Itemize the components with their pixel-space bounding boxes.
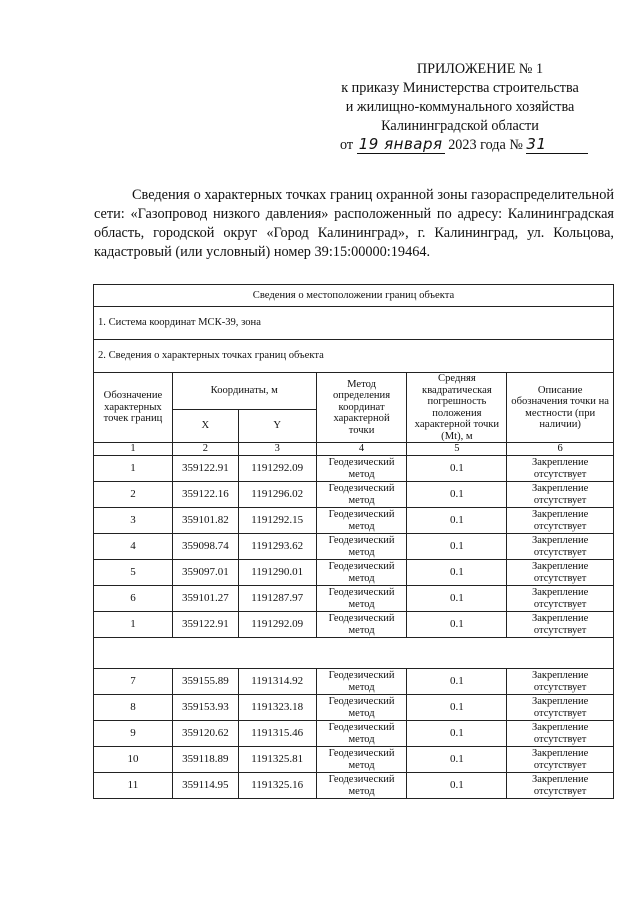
coord-y: 1191325.16 [238,773,316,799]
coord-y: 1191296.02 [238,482,316,508]
from-label: от [340,137,354,153]
coord-x: 359101.82 [172,508,238,534]
error-mt: 0.1 [407,534,507,560]
point-number: 11 [94,773,173,799]
description: Закрепление отсутствует [507,747,614,773]
description: Закрепление отсутствует [507,669,614,695]
order-line-2: и жилищно-коммунального хозяйства [345,99,575,115]
header-description: Описание обозначения точки на местности (при наличии) [507,373,614,443]
table-row [94,669,614,695]
table-row [94,560,614,586]
column-number: 3 [238,443,316,456]
table-caption: Сведения о местоположении границ объекта [94,285,614,307]
order-line-1: к приказу Министерства строительства [341,80,579,96]
point-number: 1 [94,456,173,482]
error-mt: 0.1 [407,612,507,638]
method: Геодезический метод [316,747,407,773]
error-mt: 0.1 [407,560,507,586]
description: Закрепление отсутствует [507,482,614,508]
table-row [94,695,614,721]
header-method: Метод определения координат характерной точки [316,373,407,443]
header-y: Y [238,409,316,442]
point-number: 5 [94,560,173,586]
method: Геодезический метод [316,560,407,586]
table-row [94,508,614,534]
coord-y: 1191292.15 [238,508,316,534]
order-line-3: Калининградской области [381,118,539,134]
error-mt: 0.1 [407,586,507,612]
column-number: 5 [407,443,507,456]
coord-y: 1191325.81 [238,747,316,773]
point-number: 9 [94,721,173,747]
column-number: 1 [94,443,173,456]
error-mt: 0.1 [407,695,507,721]
method: Геодезический метод [316,534,407,560]
description: Закрепление отсутствует [507,508,614,534]
appendix-title: ПРИЛОЖЕНИЕ № 1 [416,61,544,77]
error-mt: 0.1 [407,747,507,773]
point-number: 7 [94,669,173,695]
method: Геодезический метод [316,612,407,638]
header-x: X [172,409,238,442]
description: Закрепление отсутствует [507,456,614,482]
points-section-row: 2. Сведения о характерных точках границ объекта [94,340,614,373]
method: Геодезический метод [316,721,407,747]
table-row [94,612,614,638]
number-signature-field [526,137,588,154]
point-number: 1 [94,612,173,638]
intro-paragraph [94,186,614,262]
description: Закрепление отсутствует [507,560,614,586]
description: Закрепление отсутствует [507,612,614,638]
method: Геодезический метод [316,482,407,508]
coord-x: 359155.89 [172,669,238,695]
point-number: 4 [94,534,173,560]
coord-y: 1191287.97 [238,586,316,612]
point-number: 10 [94,747,173,773]
handwritten-date: 19 января [358,135,443,153]
document-header [300,60,620,155]
coord-x: 359114.95 [172,773,238,799]
coord-y: 1191293.62 [238,534,316,560]
table-row [94,534,614,560]
coord-x: 359101.27 [172,586,238,612]
error-mt: 0.1 [407,669,507,695]
error-mt: 0.1 [407,482,507,508]
coordinate-system-row: 1. Система координат МСК-39, зона [94,307,614,340]
error-mt: 0.1 [407,456,507,482]
description: Закрепление отсутствует [507,721,614,747]
point-number: 8 [94,695,173,721]
table-row [94,721,614,747]
handwritten-number: 31 [526,135,547,153]
coord-x: 359118.89 [172,747,238,773]
coord-y: 1191315.46 [238,721,316,747]
description: Закрепление отсутствует [507,534,614,560]
description: Закрепление отсутствует [507,773,614,799]
coord-y: 1191323.18 [238,695,316,721]
coord-y: 1191292.09 [238,456,316,482]
description: Закрепление отсутствует [507,695,614,721]
group-separator-row [94,638,614,669]
header-error: Средняя квадратическая погрешность положения характерной точки (Mt), м [407,373,507,443]
year-number-label: 2023 года № [448,137,523,153]
table-row [94,456,614,482]
method: Геодезический метод [316,695,407,721]
coord-x: 359122.91 [172,456,238,482]
header-point: Обозначение характерных точек границ [94,373,173,443]
header-coords: Координаты, м [172,373,316,410]
coord-y: 1191292.09 [238,612,316,638]
coord-x: 359122.91 [172,612,238,638]
error-mt: 0.1 [407,721,507,747]
table-row [94,586,614,612]
method: Геодезический метод [316,456,407,482]
method: Геодезический метод [316,669,407,695]
coord-x: 359153.93 [172,695,238,721]
coord-x: 359097.01 [172,560,238,586]
coord-x: 359122.16 [172,482,238,508]
table-row [94,482,614,508]
column-number: 4 [316,443,407,456]
column-number: 6 [507,443,614,456]
table-row [94,747,614,773]
error-mt: 0.1 [407,773,507,799]
group-separator-cell [94,638,614,669]
method: Геодезический метод [316,773,407,799]
coord-y: 1191314.92 [238,669,316,695]
table-row [94,773,614,799]
coord-x: 359120.62 [172,721,238,747]
point-number: 2 [94,482,173,508]
coord-y: 1191290.01 [238,560,316,586]
method: Геодезический метод [316,508,407,534]
order-date-line [300,136,620,155]
boundary-points-table [93,284,614,799]
point-number: 6 [94,586,173,612]
intro-text: Сведения о характерных точках границ охранной зоны газораспределительной сети: «Газопровод низкого давления» расположенный по адресу: Калининградская область, городской округ «Город Калининград», г. Калининград, ул. Кольцова, кадастровый (или условный) номер 39:15:00000:19464. [94,187,614,260]
point-number: 3 [94,508,173,534]
description: Закрепление отсутствует [507,586,614,612]
column-number: 2 [172,443,238,456]
coord-x: 359098.74 [172,534,238,560]
date-signature-field [357,137,445,154]
error-mt: 0.1 [407,508,507,534]
method: Геодезический метод [316,586,407,612]
